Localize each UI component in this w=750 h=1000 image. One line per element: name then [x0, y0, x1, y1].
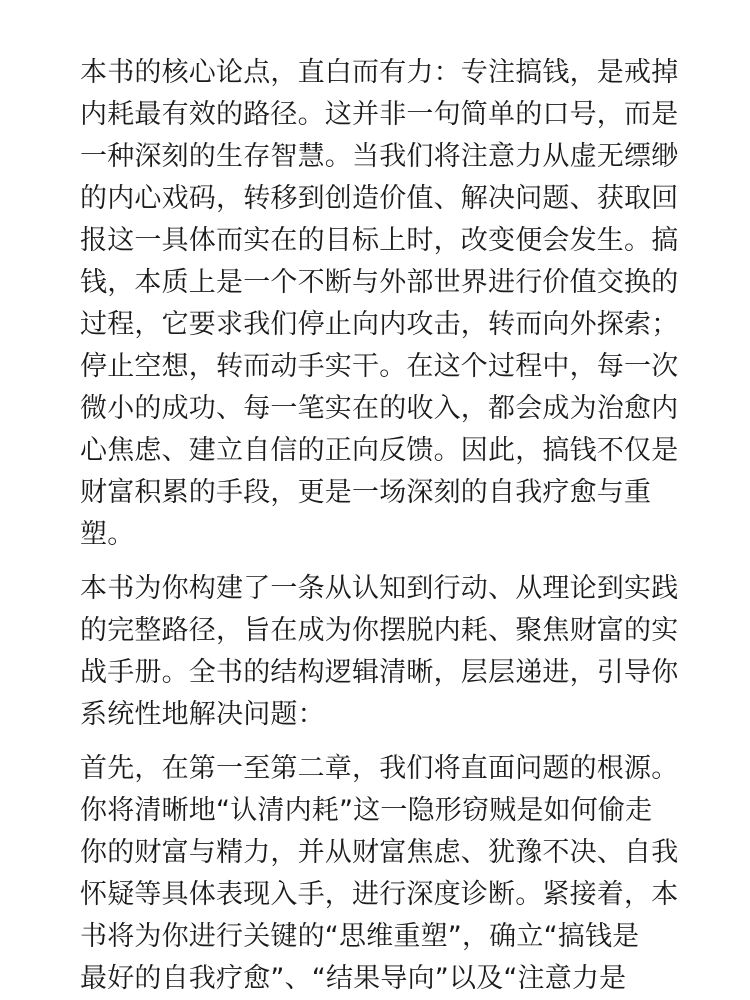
- text-line: 的内心戏码，转移到创造价值、解决问题、获取回: [80, 183, 679, 214]
- text-line: 的完整路径，旨在成为你摆脱内耗、聚焦财富的实: [80, 615, 679, 646]
- text-line: 塑。: [80, 519, 135, 550]
- text-line: 过程，它要求我们停止向内攻击，转而向外探索；: [80, 309, 679, 340]
- paragraph: [80, 52, 750, 556]
- text-line: 怀疑等具体表现入手，进行深度诊断。紧接着，本: [80, 879, 679, 910]
- text-line: 一种深刻的生存智慧。当我们将注意力从虚无缥缈: [80, 141, 679, 172]
- text-line: 停止空想，转而动手实干。在这个过程中，每一次: [80, 351, 679, 382]
- text-line: 书将为你进行关键的“思维重塑”，确立“搞钱是: [80, 921, 640, 952]
- text-line: 钱，本质上是一个不断与外部世界进行价值交换的: [80, 267, 679, 298]
- text-line: 财富积累的手段，更是一场深刻的自我疗愈与重: [80, 477, 652, 508]
- text-line: 最好的自我疗愈”、“结果导向”以及“注意力是: [80, 963, 627, 994]
- text-line: 你将清晰地“认清内耗”这一隐形窃贼是如何偷走: [80, 795, 653, 826]
- text-line: 你的财富与精力，并从财富焦虑、犹豫不决、自我: [80, 837, 679, 868]
- text-line: 心焦虑、建立自信的正向反馈。因此，搞钱不仅是: [80, 435, 679, 466]
- text-line: 首先，在第一至第二章，我们将直面问题的根源。: [80, 753, 679, 784]
- paragraph: [80, 748, 750, 1000]
- text-line: 微小的成功、每一笔实在的收入，都会成为治愈内: [80, 393, 679, 424]
- text-line: 内耗最有效的路径。这并非一句简单的口号，而是: [80, 99, 679, 130]
- text-line: 战手册。全书的结构逻辑清晰，层层递进，引导你: [80, 657, 679, 688]
- text-line: 报这一具体而实在的目标上时，改变便会发生。搞: [80, 225, 679, 256]
- text-line: 本书为你构建了一条从认知到行动、从理论到实践: [80, 573, 679, 604]
- paragraph: [80, 568, 750, 736]
- text-line: 本书的核心论点，直白而有力：专注搞钱，是戒掉: [80, 57, 679, 88]
- text-line: 系统性地解决问题：: [80, 699, 325, 730]
